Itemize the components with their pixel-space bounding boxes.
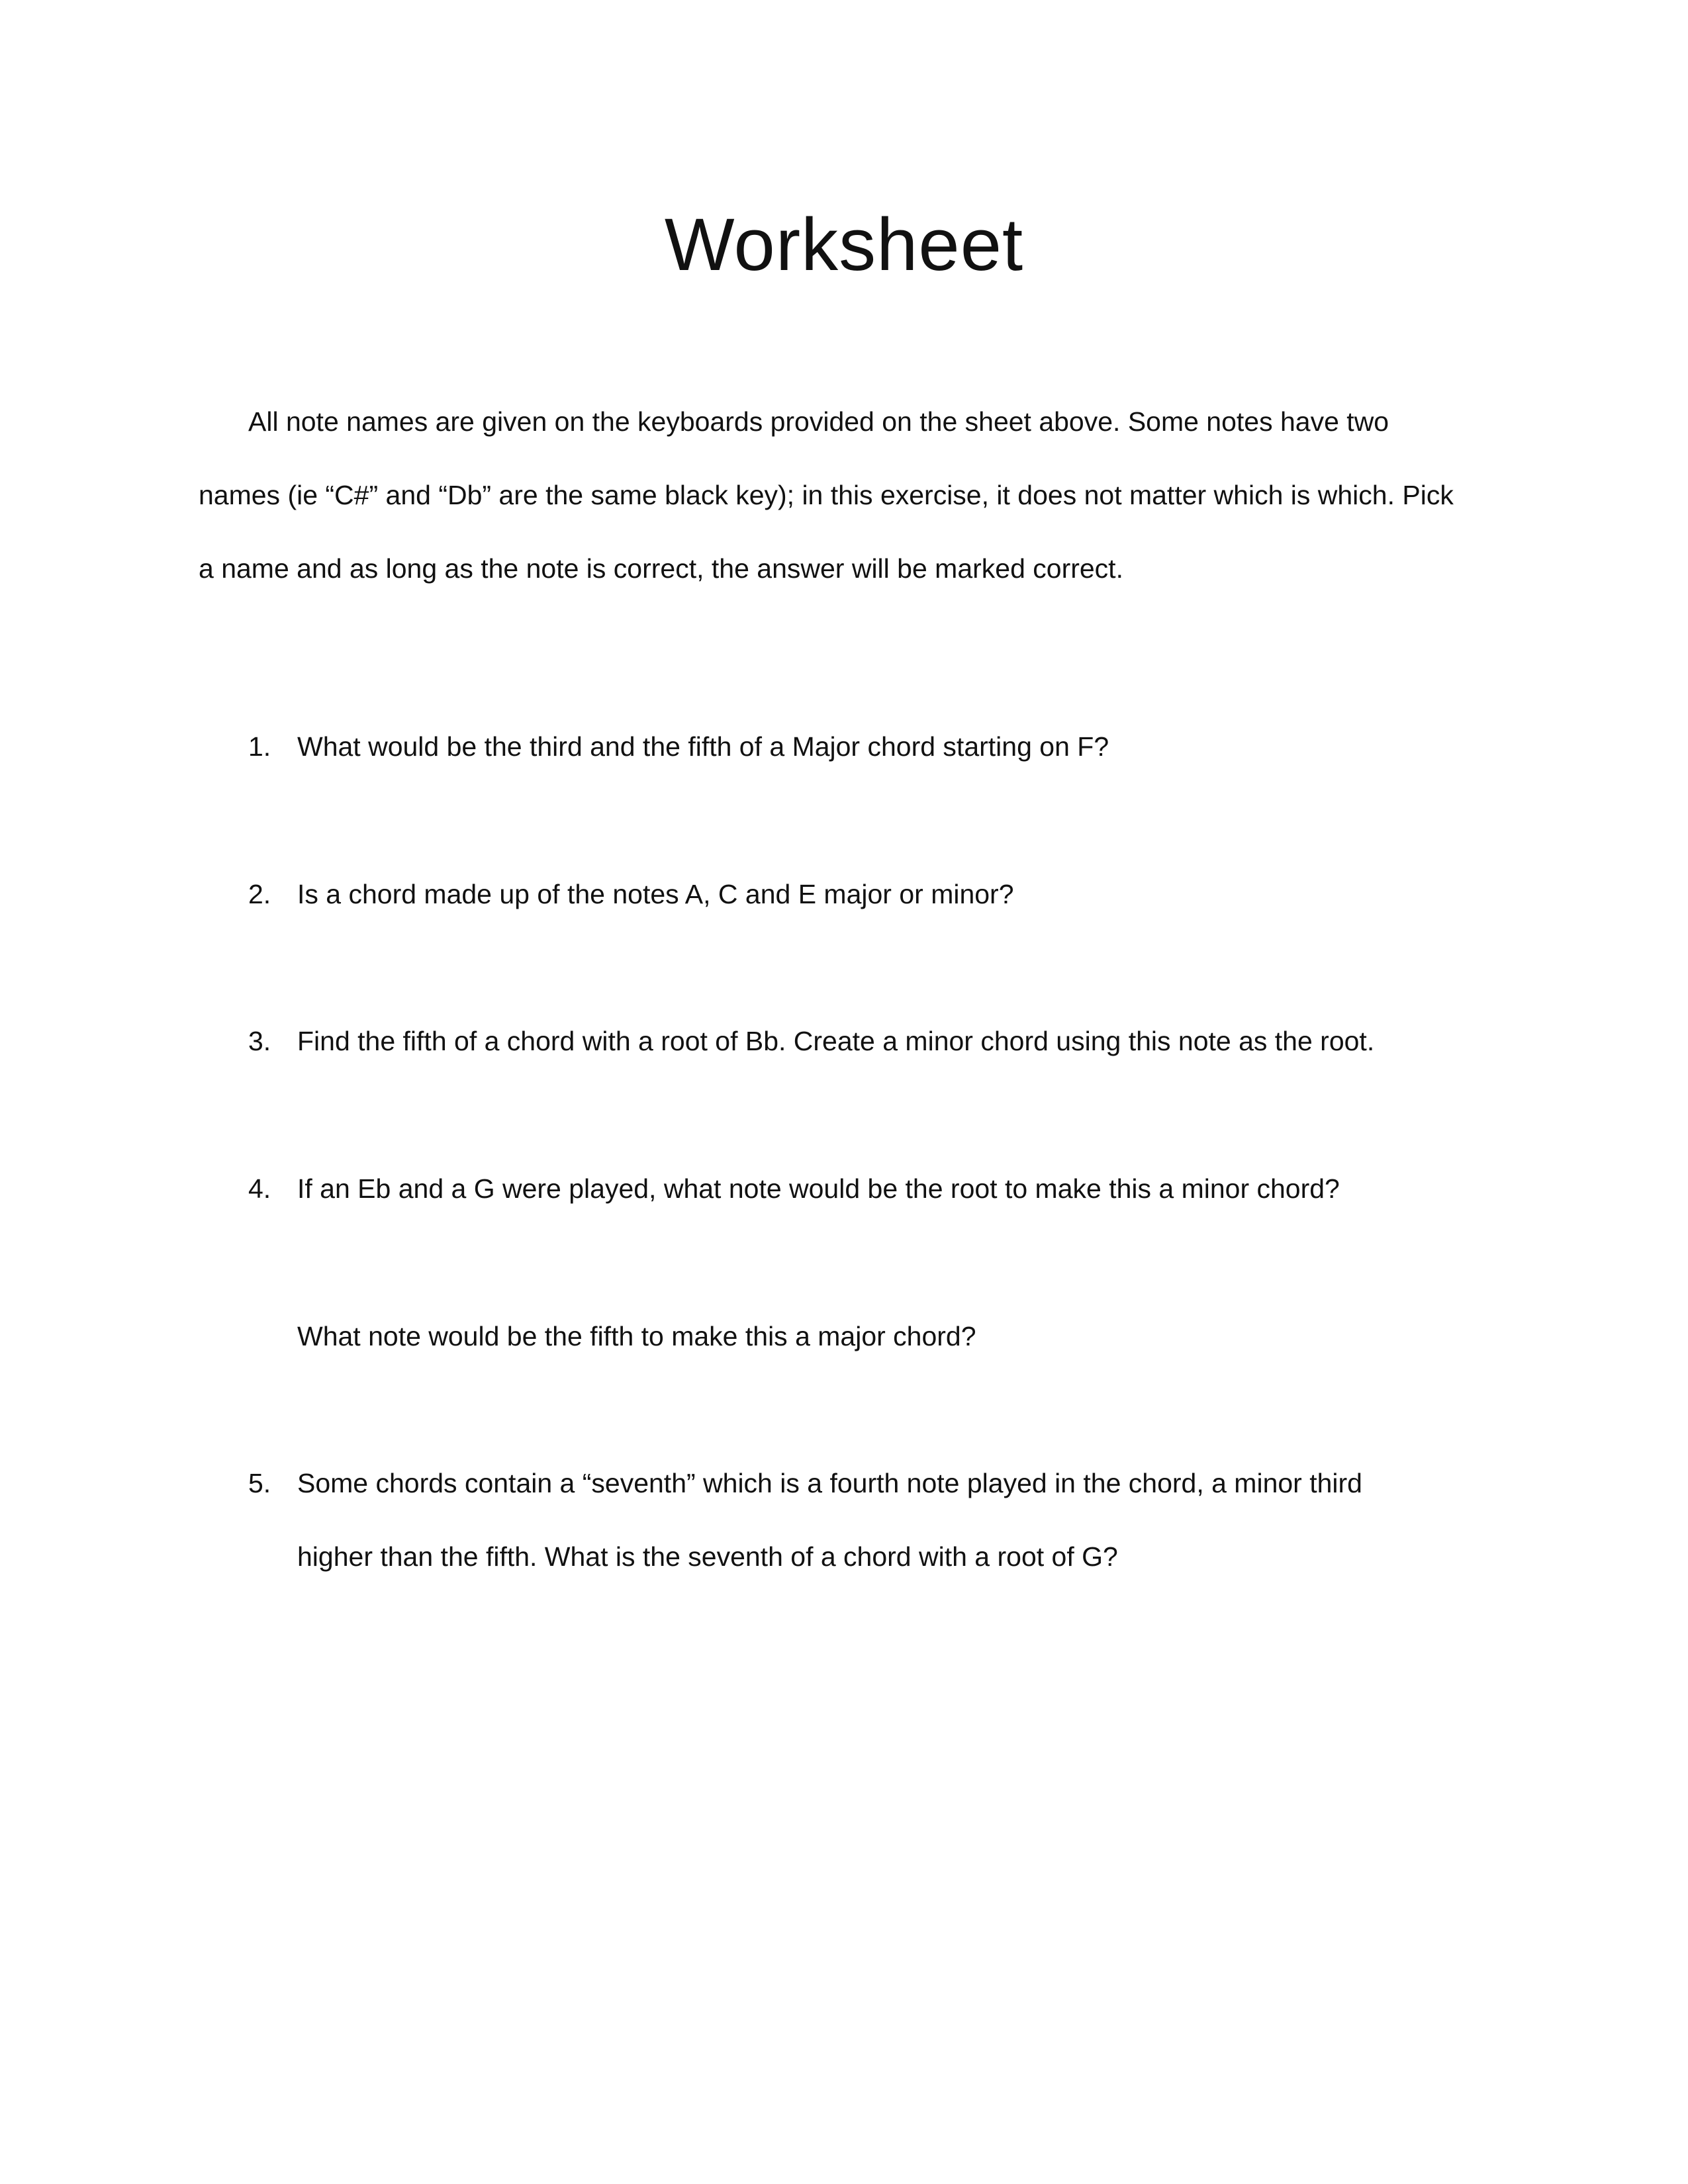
question-4-followup: What note would be the fifth to make this a major chord? [297, 1321, 976, 1351]
question-number: 2. [248, 879, 271, 909]
question-line: Find the fifth of a chord with a root of Bb. Create a minor chord using this note as the root. [297, 1026, 1375, 1056]
page-title: Worksheet [664, 203, 1024, 286]
question-line: Some chords contain a “seventh” which is a fourth note played in the chord, a minor third [297, 1468, 1362, 1498]
question-text [297, 1005, 1374, 1078]
question-text [297, 858, 1014, 931]
intro-line: a name and as long as the note is correct, the answer will be marked correct. [199, 553, 1123, 584]
question-number: 5. [248, 1468, 271, 1498]
intro-line: All note names are given on the keyboards provided on the sheet above. Some notes have two [248, 406, 1389, 437]
question-line: What would be the third and the fifth of a Major chord starting on F? [297, 731, 1109, 762]
question-number: 4. [248, 1173, 271, 1204]
question-text [297, 710, 1109, 784]
question-number: 1. [248, 731, 271, 762]
question-text [297, 1447, 1362, 1594]
question-line: If an Eb and a G were played, what note would be the root to make this a minor chord? [297, 1173, 1340, 1204]
question-line: higher than the fifth. What is the seventh of a chord with a root of G? [297, 1541, 1118, 1572]
question-line: Is a chord made up of the notes A, C and E major or minor? [297, 879, 1014, 909]
question-text [297, 1152, 1340, 1226]
intro-paragraph [199, 385, 1489, 606]
question-number: 3. [248, 1026, 271, 1056]
intro-line: names (ie “C#” and “Db” are the same black key); in this exercise, it does not matter which is which. Pick [199, 480, 1454, 510]
